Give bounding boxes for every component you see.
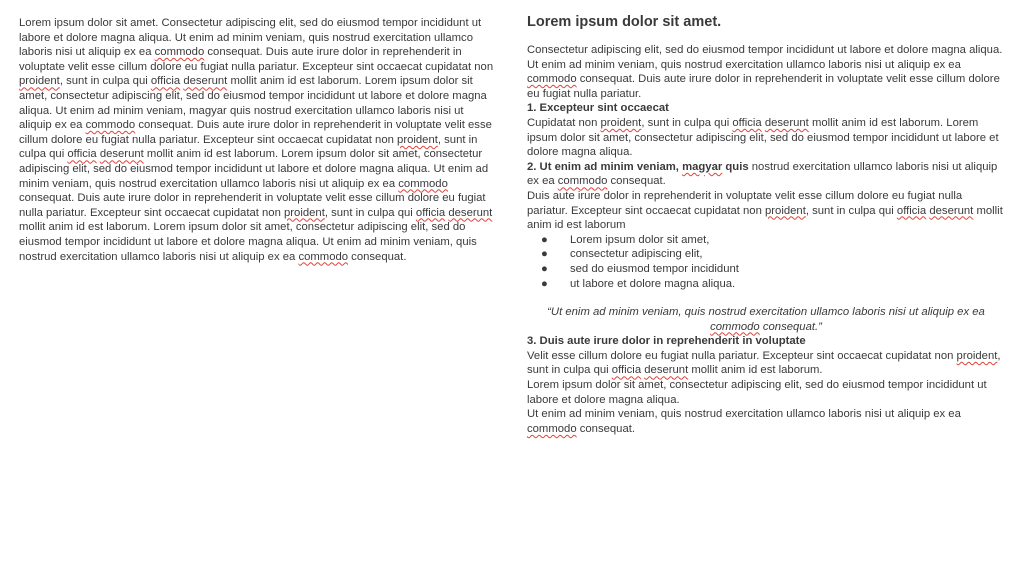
- bullet-list: [527, 233, 1005, 291]
- misspelled-word[interactable]: proident: [19, 75, 60, 88]
- text-run: , sunt in culpa qui: [19, 133, 478, 161]
- text-run: , sunt in culpa qui: [527, 349, 1001, 377]
- left-column: [19, 16, 497, 264]
- bullet-icon: ●: [541, 262, 548, 275]
- text-run: mollit anim id est laborum. Lorem ipsum dolor sit amet, consectetur adipiscing elit, sed do eiusmod tempor incididunt ut labore et dolore magna aliqua. Ut enim ad minim veniam, quis nostrud exercitation ullamco laboris nisi ut aliquip ex ea: [19, 148, 489, 190]
- duis-paragraph[interactable]: [527, 189, 1005, 233]
- misspelled-word[interactable]: officia: [732, 116, 762, 129]
- text-run: Lorem ipsum dolor sit amet, consectetur adipiscing elit, sed do eiusmod tempor incididunt ut labore et dolore magna aliqua.: [527, 379, 987, 406]
- misspelled-word[interactable]: proident: [600, 116, 642, 129]
- velit-paragraph[interactable]: [527, 349, 1005, 378]
- misspelled-word[interactable]: officia: [150, 75, 181, 88]
- section-3-heading[interactable]: 3. Duis aute irure dolor in reprehenderit in voluptate: [527, 335, 806, 348]
- misspelled-word[interactable]: commodo: [710, 320, 760, 333]
- misspelled-word[interactable]: proident: [397, 133, 438, 146]
- bold-text: quis: [722, 160, 749, 173]
- text-run: Cupidatat non: [527, 116, 601, 129]
- bullet-item[interactable]: [527, 247, 1005, 262]
- misspelled-word[interactable]: deserunt: [183, 75, 228, 88]
- misspelled-word[interactable]: commodo: [298, 250, 349, 263]
- bullet-text: ut labore et dolore magna aliqua.: [570, 277, 736, 290]
- text-run: consequat.”: [759, 320, 822, 333]
- bullet-icon: ●: [541, 248, 548, 261]
- section-1[interactable]: [527, 101, 1005, 159]
- text-run: nostrud exercitation ullamco laboris nisi ut aliquip ex ea: [527, 160, 998, 188]
- misspelled-word[interactable]: commodo: [527, 422, 577, 435]
- text-run: , sunt in culpa qui: [641, 116, 733, 129]
- text-run: mollit anim id est laborum.: [688, 364, 823, 377]
- misspelled-word[interactable]: officia: [611, 364, 642, 377]
- bold-text: 2. Ut enim ad minim veniam,: [527, 160, 683, 173]
- misspelled-word[interactable]: deserunt: [644, 364, 689, 377]
- text-run: mollit anim id est laborum. Lorem ipsum dolor sit amet, consectetur adipiscing elit, sed do eiusmod tempor incididunt ut labore et dolore magna aliqua.: [527, 116, 999, 159]
- final-paragraph[interactable]: [527, 407, 1005, 436]
- text-run: , sunt in culpa qui: [324, 206, 416, 219]
- section-2[interactable]: [527, 160, 1005, 189]
- bold-text: 1. Excepteur sint occaecat: [527, 102, 669, 115]
- bullet-icon: ●: [541, 233, 548, 246]
- misspelled-word[interactable]: commodo: [154, 46, 205, 59]
- text-run: consequat. Duis aute irure dolor in reprehenderit in voluptate velit esse cillum dolore eu fugiat nulla pariatur. Excepteur sint occaecat cupidatat non: [19, 46, 494, 73]
- text-run: consequat. Duis aute irure dolor in reprehenderit in voluptate velit esse cillum dolore eu fugiat nulla pariatur.: [527, 73, 1000, 100]
- right-column: [527, 13, 1005, 436]
- text-run: mollit anim id est laborum. Lorem ipsum dolor sit amet, consectetur adipiscing elit, sed do eiusmod tempor incididunt ut labore et dolore magna aliqua. Ut enim ad minim veniam, quis nostrud exercitation ullamco laboris nisi ut aliquip ex ea: [19, 221, 477, 263]
- misspelled-word[interactable]: proident: [765, 204, 806, 217]
- misspelled-word[interactable]: commodo: [398, 177, 448, 190]
- bullet-text: consectetur adipiscing elit,: [570, 248, 703, 261]
- misspelled-word[interactable]: commodo: [527, 73, 577, 86]
- misspelled-word[interactable]: deserunt: [929, 204, 974, 217]
- misspelled-word[interactable]: proident: [956, 349, 998, 362]
- text-run: Consectetur adipiscing elit, sed do eiusmod tempor incididunt ut labore et dolore magna aliqua. Ut enim ad minim veniam, quis nostrud exercitation ullamco laboris nisi ut aliquip ex ea: [527, 44, 1003, 71]
- text-run: Velit esse cillum dolore eu fugiat nulla pariatur. Excepteur sint occaecat cupidatat non: [527, 349, 957, 362]
- bullet-item[interactable]: [527, 277, 1005, 292]
- block-quote[interactable]: [527, 305, 1005, 334]
- bullet-item[interactable]: [527, 233, 1005, 248]
- lorem-paragraph[interactable]: [527, 378, 1005, 407]
- misspelled-word[interactable]: deserunt: [448, 206, 493, 219]
- misspelled-word[interactable]: officia: [415, 206, 446, 219]
- text-run: Duis aute irure dolor in reprehenderit in voluptate velit esse cillum dolore eu fugiat nulla pariatur. Excepteur sint occaecat cupidatat non: [527, 189, 963, 217]
- text-run: consequat.: [348, 250, 407, 263]
- misspelled-word[interactable]: commodo: [557, 175, 608, 188]
- text-run: , sunt in culpa qui: [805, 204, 897, 217]
- text-run: consequat.: [576, 422, 636, 435]
- text-run: mollit anim id est laborum: [527, 204, 1003, 232]
- misspelled-word[interactable]: proident: [284, 206, 325, 219]
- misspelled-word[interactable]: officia: [67, 148, 97, 161]
- misspelled-word[interactable]: deserunt: [764, 116, 809, 129]
- text-run: consequat. Duis aute irure dolor in reprehenderit in voluptate velit esse cillum dolore eu fugiat nulla pariatur. Excepteur sint occaecat cupidatat non: [19, 192, 486, 219]
- text-run: Lorem ipsum dolor sit amet. Consectetur adipiscing elit, sed do eiusmod tempor incididunt ut labore et dolore magna aliqua. Ut enim ad minim veniam, quis nostrud exercitation ullamco laboris nisi ut aliquip ex ea: [19, 17, 482, 59]
- text-run: Ut enim ad minim veniam, quis nostrud exercitation ullamco laboris nisi ut aliquip ex ea: [527, 408, 961, 421]
- text-run: mollit anim id est laborum. Lorem ipsum dolor sit amet, consectetur adipiscing elit, sed do eiusmod tempor incididunt ut labore et dolore magna aliqua. Ut enim ad minim veniam, magyar quis nostrud exercitation ullamco laboris nisi ut aliquip ex ea: [19, 75, 487, 132]
- bullet-text: Lorem ipsum dolor sit amet,: [570, 233, 710, 246]
- text-run: consequat. Duis aute irure dolor in reprehenderit in voluptate velit esse cillum dolore eu fugiat nulla pariatur. Excepteur sint occaecat cupidatat non: [19, 119, 492, 146]
- left-paragraph[interactable]: [19, 16, 497, 264]
- bullet-text: sed do eiusmod tempor incididunt: [570, 262, 739, 275]
- misspelled-word[interactable]: officia: [896, 204, 927, 217]
- bullet-icon: ●: [541, 277, 548, 290]
- text-run: “Ut enim ad minim veniam, quis nostrud exercitation ullamco laboris nisi ut aliquip ex ea: [547, 306, 985, 319]
- text-run: consequat.: [607, 175, 666, 188]
- bullet-item[interactable]: [527, 262, 1005, 277]
- intro-paragraph[interactable]: [527, 43, 1005, 101]
- misspelled-word[interactable]: magyar: [682, 160, 723, 173]
- misspelled-word[interactable]: deserunt: [99, 148, 144, 161]
- misspelled-word[interactable]: commodo: [85, 119, 136, 132]
- text-run: , sunt in culpa qui: [59, 75, 151, 88]
- document-title[interactable]: Lorem ipsum dolor sit amet.: [527, 14, 722, 30]
